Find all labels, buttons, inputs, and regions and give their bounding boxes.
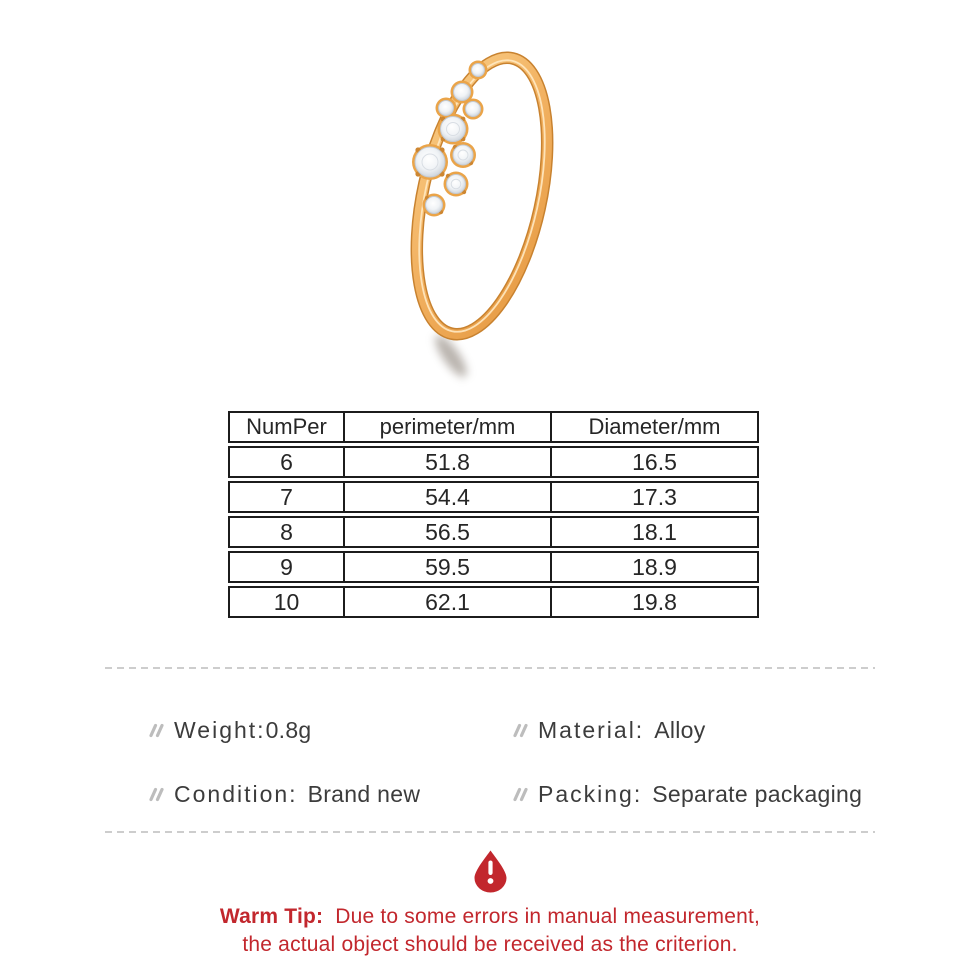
table-cell: 18.9 xyxy=(552,551,759,583)
warm-tip-label: Warm Tip: xyxy=(219,905,324,928)
ring-band xyxy=(394,46,570,347)
attribute-material xyxy=(512,715,706,745)
double-slash-icon xyxy=(512,787,529,802)
attribute-label: Material: xyxy=(538,716,645,743)
warm-tip-text1: Due to some errors in manual measurement, xyxy=(335,905,761,928)
table-cell: 19.8 xyxy=(552,586,759,618)
table-cell: 6 xyxy=(228,446,345,478)
attribute-weight xyxy=(148,715,312,745)
column-header: NumPer xyxy=(228,411,345,443)
double-slash-icon xyxy=(512,723,529,738)
gem xyxy=(415,147,445,177)
table-row xyxy=(228,551,759,583)
gem xyxy=(439,101,454,116)
table-cell: 9 xyxy=(228,551,345,583)
size-table xyxy=(228,408,759,621)
attribute-value: 0.8g xyxy=(265,716,312,743)
table-row xyxy=(228,446,759,478)
attribute-packing xyxy=(512,779,862,809)
gem xyxy=(454,84,471,101)
table-cell: 51.8 xyxy=(345,446,552,478)
table-row xyxy=(228,481,759,513)
table-cell: 54.4 xyxy=(345,481,552,513)
table-cell: 56.5 xyxy=(345,516,552,548)
attribute-condition xyxy=(148,779,420,809)
double-slash-icon xyxy=(148,723,165,738)
double-slash-icon xyxy=(148,787,165,802)
gem xyxy=(453,145,473,165)
ring-photo xyxy=(350,20,670,400)
column-header: perimeter/mm xyxy=(345,411,552,443)
table-cell: 7 xyxy=(228,481,345,513)
column-header: Diameter/mm xyxy=(552,411,759,443)
dashed-divider-top xyxy=(105,667,875,669)
table-cell: 59.5 xyxy=(345,551,552,583)
warm-tip xyxy=(0,849,980,959)
table-cell: 16.5 xyxy=(552,446,759,478)
gem xyxy=(426,197,443,214)
alert-icon xyxy=(472,849,509,893)
table-row xyxy=(228,586,759,618)
attribute-label: Weight: xyxy=(174,716,266,743)
attribute-value: Alloy xyxy=(654,716,706,743)
attribute-label: Condition: xyxy=(174,780,298,807)
dashed-divider-bottom xyxy=(105,831,875,833)
gem xyxy=(447,175,466,194)
warm-tip-line1 xyxy=(0,903,980,931)
table-cell: 10 xyxy=(228,586,345,618)
gem xyxy=(472,64,485,77)
table-cell: 62.1 xyxy=(345,586,552,618)
attribute-label: Packing: xyxy=(538,780,643,807)
table-header-row xyxy=(228,411,759,443)
gem xyxy=(466,102,481,117)
table-row xyxy=(228,516,759,548)
table-cell: 18.1 xyxy=(552,516,759,548)
table-cell: 17.3 xyxy=(552,481,759,513)
attribute-value: Separate packaging xyxy=(652,780,863,807)
table-cell: 8 xyxy=(228,516,345,548)
attribute-value: Brand new xyxy=(307,780,421,807)
gem xyxy=(441,117,466,142)
warm-tip-line2: the actual object should be received as the criterion. xyxy=(242,933,738,956)
